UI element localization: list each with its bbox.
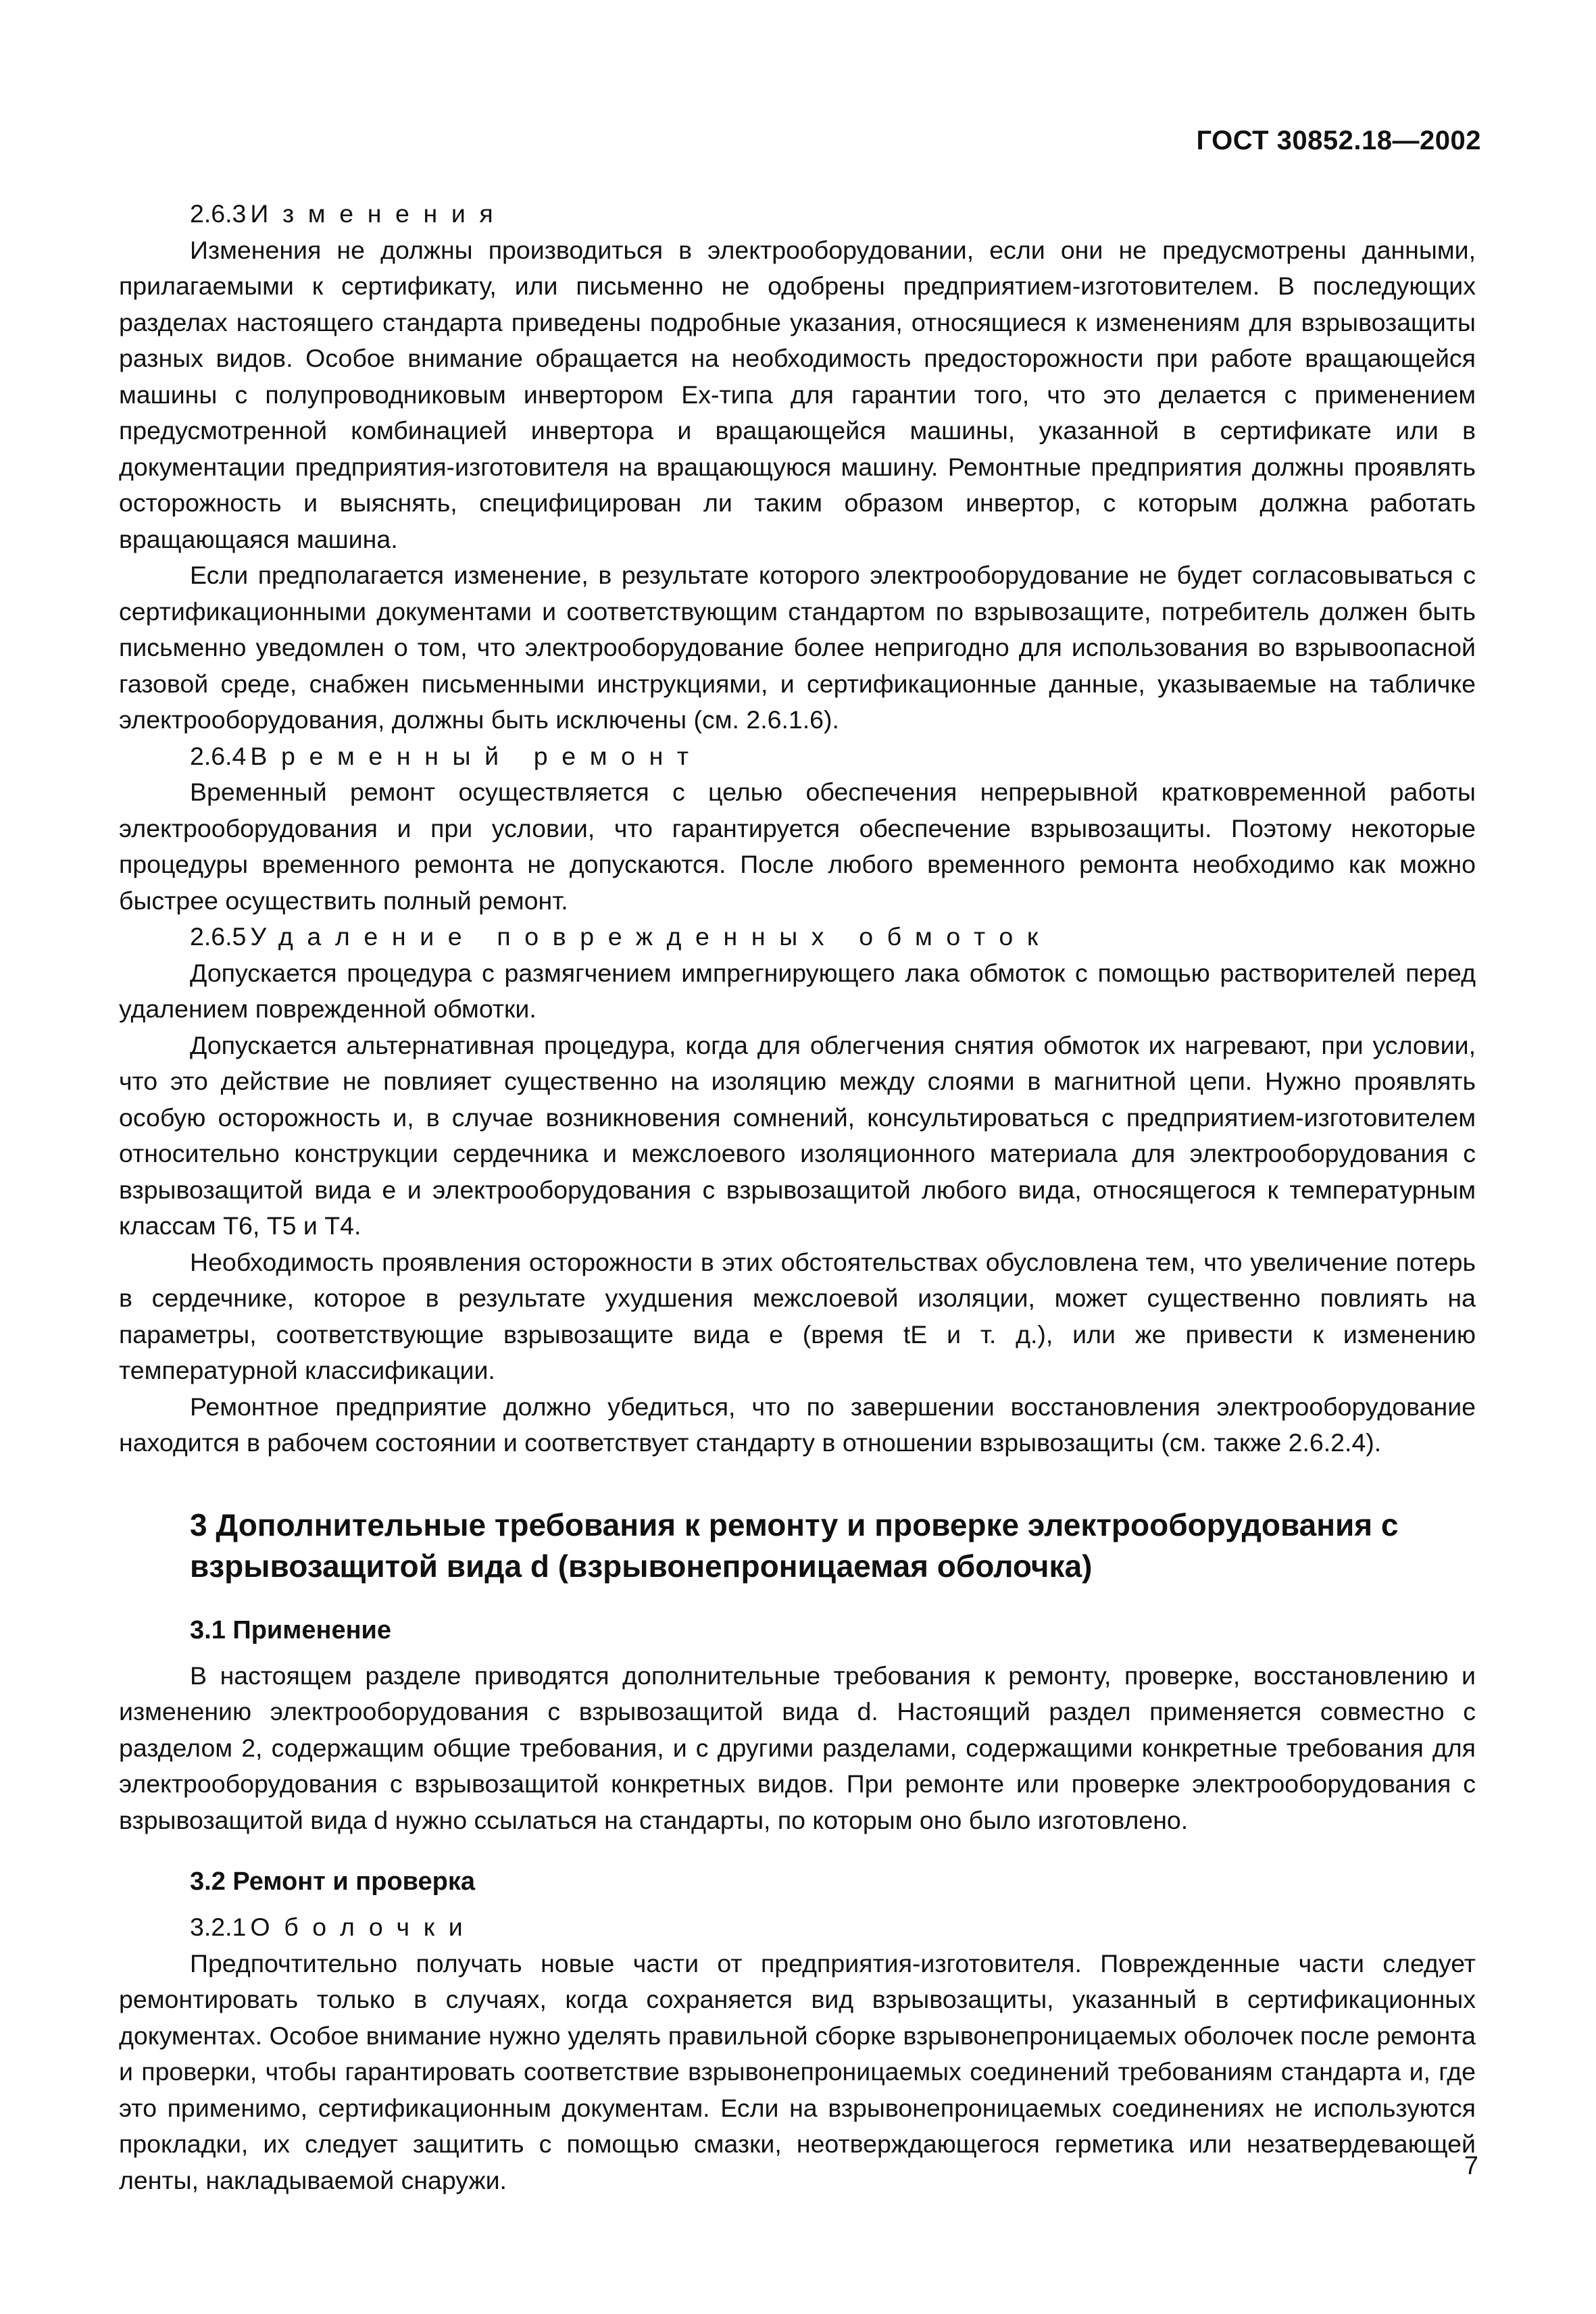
paragraph: Если предполагается изменение, в результате которого электрооборудование не будет согласовываться с сертификационными документами и соответствующим стандартом по взрывозащите, потребитель должен быть письменно уведомлен о том, что электрооборудование более непригодно для использования во взрывоопасной газовой среде, снабжен письменными инструкциями, и сертификационные данные, указываемые на табличке электрооборудования, должны быть исключены (см. 2.6.1.6). [119,561,1476,734]
paragraph: В настоящем разделе приводятся дополнительные требования к ремонту, проверке, восстановлению и изменению электрооборудования с взрывозащитой вида d. Настоящий раздел применяется совместно с разделом 2, содержащим общие требования, и с другими разделами, содержащими конкретные требования для электрооборудования с взрывозащитой конкретных видов. При ремонте или проверке электрооборудования с взрывозащитой вида d нужно ссылаться на стандарты, по которым оно было изготовлено. [119,1661,1476,1834]
subsection-title: Удаление поврежденных обмоток [250,922,1052,951]
document-header-id: ГОСТ 30852.18—2002 [1196,126,1481,155]
paragraph: Ремонтное предприятие должно убедиться, что по завершении восстановления электрооборудование находится в рабочем состоянии и соответствует стандарту в отношении взрывозащиты (см. также 2.6.2.4). [119,1392,1476,1457]
paragraph: Изменения не должны производиться в электрооборудовании, если они не предусмотрены данными, прилагаемыми к сертификату, или письменно не одобрены предприятием-изготовителем. В последующих разделах настоящего стандарта приведены подробные указания, относящиеся к изменениям для взрывозащиты разных видов. Особое внимание обращается на необходимость предосторожности при работе вращающейся машины с полупроводниковым инвертором Ex-типа для гарантии того, что это делается с применением предусмотренной комбинацией инвертора и вращающейся машины, указанной в сертификате или в документации предприятия-изготовителя на вращающуюся машину. Ремонтные предприятия должны проявлять осторожность и выяснять, специфицирован ли таким образом инвертор, с которым должна работать вращающаяся машина. [119,235,1476,553]
subsection-heading-bold: 3.1 Применение [190,1615,392,1644]
subsection-title: Временный ремонт [250,741,703,770]
subsection-number: 2.6.3 [190,199,247,228]
paragraph: Временный ремонт осуществляется с целью обеспечения непрерывной кратковременной работы электрооборудования и при условии, что гарантируется обеспечение взрывозащиты. Поэтому некоторые процедуры временного ремонта не допускаются. После любого временного ремонта необходимо как можно быстрее осуществить полный ремонт. [119,778,1476,915]
subsection-heading [119,919,1476,955]
page-number: 7 [1464,2152,1478,2180]
paragraph: Необходимость проявления осторожности в этих обстоятельствах обусловлена тем, что увеличение потерь в сердечнике, которое в результате ухудшения межслоевой изоляции, может существенно повлиять на параметры, соответствующие взрывозащите вида e (время tE и т. д.), или же привести к изменению температурной классификации. [119,1247,1476,1384]
paragraph: Предпочтительно получать новые части от предприятия-изготовителя. Поврежденные части следует ремонтировать только в случаях, когда сохраняется вид взрывозащиты, указанный в сертификационных документах. Особое внимание нужно уделять правильной сборке взрывонепроницаемых оболочек после ремонта и проверки, чтобы гарантировать соответствие взрывонепроницаемых соединений требованиям стандарта и, где это применимо, сертификационным документам. Если на взрывонепроницаемых соединениях не используются прокладки, их следует защитить с помощью смазки, неотверждающегося герметика или незатвердевающей ленты, накладываемой снаружи. [119,1948,1476,2194]
section-heading: 3 Дополнительные требования к ремонту и проверке электрооборудования с взрывозащитой вида d (взрывонепроницаемая оболочка) [190,1507,1399,1584]
subsection-title: Изменения [250,199,507,228]
paragraph: Допускается альтернативная процедура, когда для облегчения снятия обмоток их нагревают, при условии, что это действие не повлияет существенно на изоляцию между слоями в магнитной цепи. Нужно проявлять особую осторожность и, в случае возникновения сомнений, консультироваться с предприятием-изготовителем относительно конструкции сердечника и межслоевого изоляционного материала для электрооборудования с взрывозащитой вида e и электрооборудования с взрывозащитой любого вида, относящегося к температурным классам Т6, Т5 и Т4. [119,1030,1476,1240]
subsection-number: 3.2.1 [190,1913,247,1941]
subsection-number: 2.6.5 [190,922,247,951]
subsection-heading [119,738,1476,775]
document-body [119,196,1476,2198]
subsection-heading [119,1909,1476,1946]
paragraph: Допускается процедура с размягчением импрегнирующего лака обмоток с помощью растворителей перед удалением поврежденной обмотки. [119,958,1476,1023]
subsection-heading [119,196,1476,232]
subsection-heading-bold: 3.2 Ремонт и проверка [190,1867,476,1896]
subsection-title: Оболочки [250,1913,477,1941]
subsection-number: 2.6.4 [190,741,247,770]
